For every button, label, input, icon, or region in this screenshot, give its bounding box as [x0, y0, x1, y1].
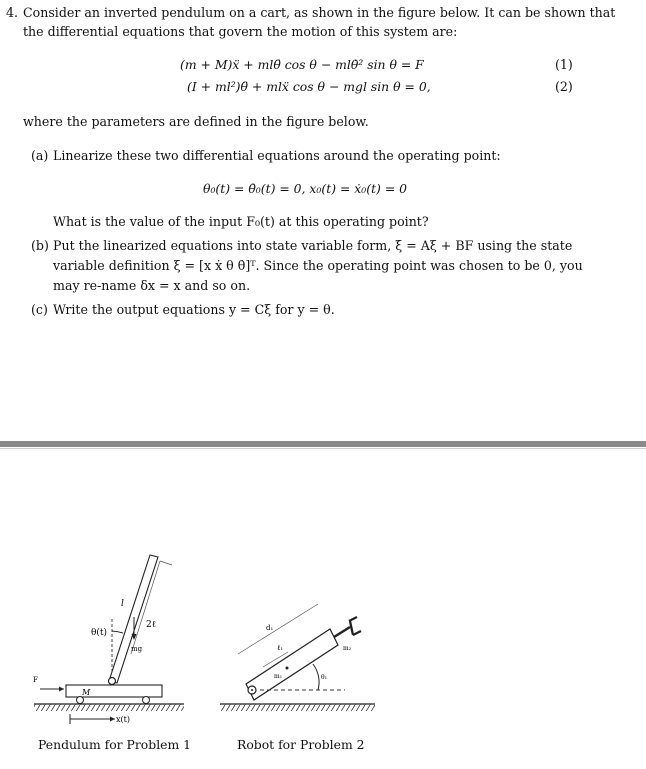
cart-body — [66, 685, 162, 697]
cart-wheel-left — [77, 697, 84, 704]
robot-theta-arc — [313, 664, 319, 690]
part-c-text: Write the output equations y = Cξ for y = θ. — [53, 302, 335, 317]
label-force: F — [33, 676, 38, 684]
robot-mass-1-point — [286, 667, 289, 670]
equation-1: (m + M)ẍ + mlθ̈ cos θ − mlθ̇² sin θ = F — [180, 57, 424, 72]
label-d1: d₁ — [266, 624, 274, 632]
robot-prismatic-link — [334, 627, 350, 637]
part-b-label: (b) — [31, 238, 49, 253]
page-separator — [0, 441, 646, 447]
equation-2: (I + ml²)θ̈ + mlẍ cos θ − mgl sin θ = 0, — [187, 79, 431, 94]
label-m1: m₁ — [274, 673, 283, 680]
robot-arm-link — [246, 629, 338, 700]
part-b-line-2: variable definition ξ = [x ẋ θ θ̇]ᵀ. Since the operating point was chosen to be 0, you — [53, 258, 583, 273]
x-dimension-arrowhead — [110, 717, 115, 722]
length-guide-top — [160, 561, 172, 565]
label-l1: ℓ₁ — [277, 644, 284, 652]
ground-hatch — [34, 704, 184, 711]
part-a-question: What is the value of the input F₀(t) at this operating point? — [53, 214, 429, 229]
robot-figure — [220, 604, 375, 711]
pendulum-figure — [33, 555, 184, 724]
part-a-label: (a) — [31, 148, 49, 163]
intro-line-1: Consider an inverted pendulum on a cart, as shown in the figure below. It can be shown that — [23, 5, 616, 20]
caption-pendulum: Pendulum for Problem 1 — [38, 737, 192, 752]
label-theta: θ(t) — [91, 628, 108, 638]
label-mg: mg — [131, 645, 143, 653]
part-b-line-1: Put the linearized equations into state variable form, ξ̇ = Aξ + BF using the state — [53, 238, 573, 253]
label-mass: M — [82, 688, 91, 697]
label-l: l — [121, 599, 124, 609]
cart-wheel-right — [143, 697, 150, 704]
robot-base-joint-center — [251, 689, 253, 691]
robot-ground-hatch — [220, 704, 375, 711]
theta-arc — [112, 631, 123, 633]
equation-2-number: (2) — [555, 79, 573, 94]
label-x: x(t) — [116, 715, 130, 724]
part-a-text: Linearize these two differential equations around the operating point: — [53, 148, 501, 163]
caption-robot: Robot for Problem 2 — [237, 737, 365, 752]
figures — [0, 449, 646, 769]
label-theta1: θ₁ — [321, 674, 328, 681]
robot-gripper — [349, 617, 361, 635]
intro-line-2: the differential equations that govern the motion of this system are: — [23, 24, 458, 39]
params-note: where the parameters are defined in the figure below. — [23, 114, 369, 129]
problem-number: 4. — [6, 5, 19, 20]
equation-1-number: (1) — [555, 57, 573, 72]
label-m2: m₂ — [343, 645, 352, 652]
label-2l: 2ℓ — [146, 620, 157, 630]
operating-point-equation: θ₀(t) = θ̇₀(t) = 0, x₀(t) = ẋ₀(t) = 0 — [203, 181, 408, 196]
part-c-label: (c) — [31, 302, 48, 317]
pivot-point — [109, 678, 116, 685]
part-b-line-3: may re-name δx = x and so on. — [53, 278, 251, 293]
force-arrowhead — [59, 687, 64, 692]
